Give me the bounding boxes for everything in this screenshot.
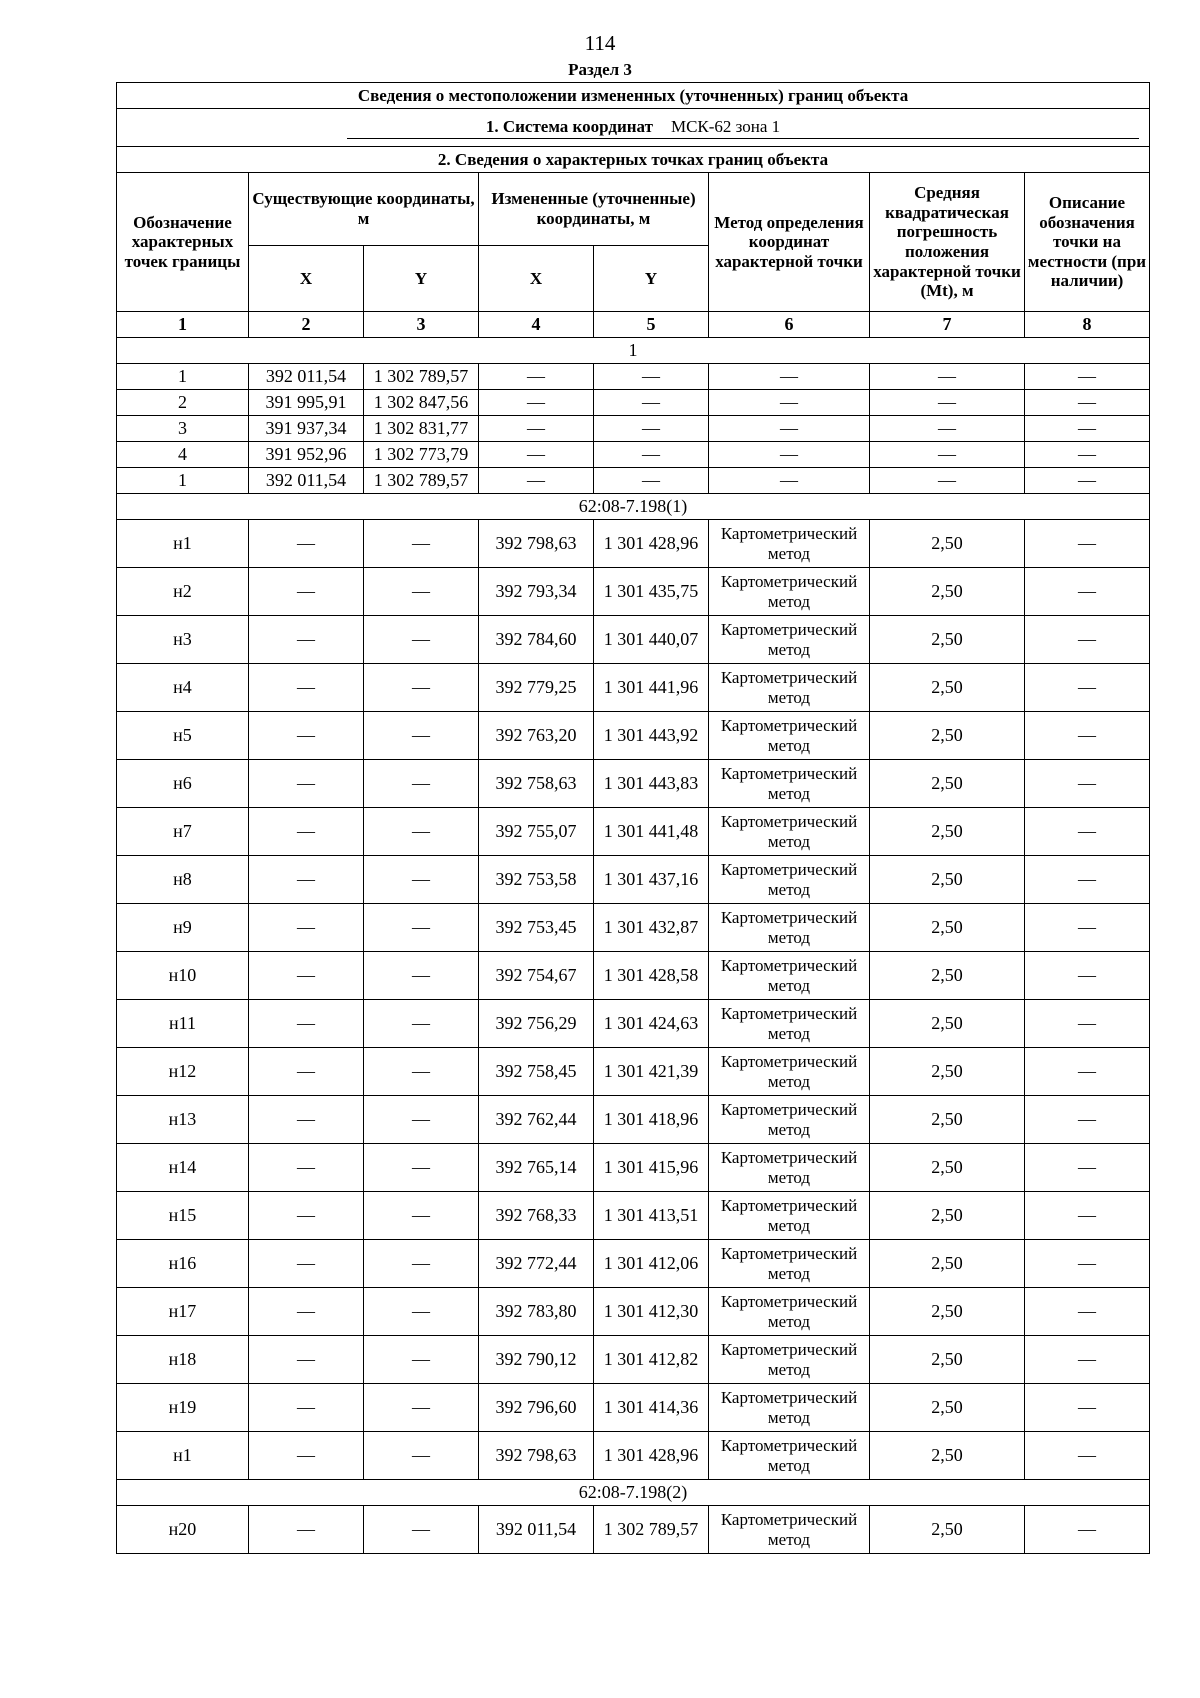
existing-x-cell: — xyxy=(249,1384,364,1432)
method-cell: — xyxy=(709,364,870,390)
accuracy-cell: 2,50 xyxy=(870,568,1025,616)
description-cell: — xyxy=(1025,1384,1150,1432)
changed-y-cell: 1 301 412,30 xyxy=(594,1288,709,1336)
existing-y-cell: — xyxy=(364,1192,479,1240)
changed-x-cell: 392 763,20 xyxy=(479,712,594,760)
point-id-cell: н19 xyxy=(117,1384,249,1432)
existing-y-cell: — xyxy=(364,1288,479,1336)
table-row xyxy=(117,1048,1150,1096)
accuracy-cell: 2,50 xyxy=(870,760,1025,808)
accuracy-cell: 2,50 xyxy=(870,904,1025,952)
point-id-cell: н20 xyxy=(117,1506,249,1554)
table-row xyxy=(117,712,1150,760)
table-row xyxy=(117,568,1150,616)
existing-x-cell: — xyxy=(249,1192,364,1240)
existing-x-cell: — xyxy=(249,1000,364,1048)
existing-x-cell: — xyxy=(249,1240,364,1288)
description-cell: — xyxy=(1025,904,1150,952)
method-cell: — xyxy=(709,416,870,442)
changed-x-cell: 392 753,58 xyxy=(479,856,594,904)
accuracy-cell: 2,50 xyxy=(870,616,1025,664)
existing-x-cell: — xyxy=(249,904,364,952)
coord-system-label: 1. Система координат xyxy=(485,117,653,137)
coord-system-value: МСК-62 зона 1 xyxy=(670,117,781,137)
accuracy-cell: 2,50 xyxy=(870,1336,1025,1384)
existing-y-cell: — xyxy=(364,1096,479,1144)
accuracy-cell: 2,50 xyxy=(870,856,1025,904)
existing-y-cell: — xyxy=(364,1336,479,1384)
description-cell: — xyxy=(1025,468,1150,494)
existing-x-cell: 392 011,54 xyxy=(249,468,364,494)
column-number: 2 xyxy=(249,312,364,338)
header-existing-y: Y xyxy=(364,246,479,312)
method-cell: Картометрический метод xyxy=(709,1432,870,1480)
table-row xyxy=(117,390,1150,416)
accuracy-cell: 2,50 xyxy=(870,1432,1025,1480)
changed-x-cell: 392 798,63 xyxy=(479,520,594,568)
existing-x-cell: — xyxy=(249,1048,364,1096)
existing-x-cell: — xyxy=(249,1432,364,1480)
method-cell: Картометрический метод xyxy=(709,1336,870,1384)
table-row xyxy=(117,1096,1150,1144)
changed-y-cell: 1 301 443,83 xyxy=(594,760,709,808)
group-header-row xyxy=(117,338,1150,364)
existing-y-cell: — xyxy=(364,904,479,952)
changed-x-cell: 392 768,33 xyxy=(479,1192,594,1240)
point-id-cell: н18 xyxy=(117,1336,249,1384)
header-point-designation: Обозначение характерных точек границы xyxy=(117,173,249,312)
method-cell: Картометрический метод xyxy=(709,1096,870,1144)
existing-x-cell: — xyxy=(249,1288,364,1336)
header-description: Описание обозначения точки на местности (при наличии) xyxy=(1025,173,1150,312)
existing-x-cell: — xyxy=(249,664,364,712)
existing-x-cell: — xyxy=(249,1144,364,1192)
method-cell: Картометрический метод xyxy=(709,520,870,568)
changed-y-cell: 1 301 428,96 xyxy=(594,520,709,568)
column-number: 7 xyxy=(870,312,1025,338)
column-number: 8 xyxy=(1025,312,1150,338)
header-method: Метод определения координат характерной точки xyxy=(709,173,870,312)
point-id-cell: н4 xyxy=(117,664,249,712)
accuracy-cell: 2,50 xyxy=(870,1506,1025,1554)
method-cell: Картометрический метод xyxy=(709,1288,870,1336)
column-number: 6 xyxy=(709,312,870,338)
point-id-cell: н6 xyxy=(117,760,249,808)
existing-y-cell: 1 302 773,79 xyxy=(364,442,479,468)
group-label: 62:08-7.198(1) xyxy=(117,494,1150,520)
point-id-cell: 2 xyxy=(117,390,249,416)
description-cell: — xyxy=(1025,520,1150,568)
description-cell: — xyxy=(1025,1432,1150,1480)
method-cell: Картометрический метод xyxy=(709,904,870,952)
point-id-cell: 1 xyxy=(117,468,249,494)
accuracy-cell: 2,50 xyxy=(870,712,1025,760)
changed-x-cell: 392 790,12 xyxy=(479,1336,594,1384)
existing-y-cell: 1 302 789,57 xyxy=(364,468,479,494)
accuracy-cell: 2,50 xyxy=(870,1240,1025,1288)
existing-y-cell: — xyxy=(364,760,479,808)
table-row xyxy=(117,1288,1150,1336)
changed-x-cell: 392 765,14 xyxy=(479,1144,594,1192)
changed-y-cell: 1 301 413,51 xyxy=(594,1192,709,1240)
existing-y-cell: — xyxy=(364,1144,479,1192)
point-id-cell: н14 xyxy=(117,1144,249,1192)
changed-x-cell: 392 755,07 xyxy=(479,808,594,856)
accuracy-cell: 2,50 xyxy=(870,1384,1025,1432)
changed-y-cell: 1 301 424,63 xyxy=(594,1000,709,1048)
changed-y-cell: 1 301 440,07 xyxy=(594,616,709,664)
header-changed-x: X xyxy=(479,246,594,312)
changed-x-cell: 392 754,67 xyxy=(479,952,594,1000)
existing-y-cell: — xyxy=(364,1048,479,1096)
header-changed-y: Y xyxy=(594,246,709,312)
method-cell: Картометрический метод xyxy=(709,1192,870,1240)
method-cell: Картометрический метод xyxy=(709,568,870,616)
points-title: 2. Сведения о характерных точках границ объекта xyxy=(117,147,1150,173)
existing-y-cell: — xyxy=(364,1506,479,1554)
method-cell: Картометрический метод xyxy=(709,712,870,760)
point-id-cell: н10 xyxy=(117,952,249,1000)
changed-y-cell: 1 301 428,96 xyxy=(594,1432,709,1480)
existing-y-cell: — xyxy=(364,952,479,1000)
group-label: 1 xyxy=(117,338,1150,364)
changed-y-cell: 1 302 789,57 xyxy=(594,1506,709,1554)
changed-y-cell: 1 301 441,96 xyxy=(594,664,709,712)
point-id-cell: н13 xyxy=(117,1096,249,1144)
existing-y-cell: — xyxy=(364,856,479,904)
changed-y-cell: 1 301 437,16 xyxy=(594,856,709,904)
accuracy-cell: — xyxy=(870,468,1025,494)
column-number: 4 xyxy=(479,312,594,338)
changed-x-cell: 392 011,54 xyxy=(479,1506,594,1554)
existing-x-cell: — xyxy=(249,568,364,616)
column-number: 3 xyxy=(364,312,479,338)
description-cell: — xyxy=(1025,664,1150,712)
changed-y-cell: 1 301 428,58 xyxy=(594,952,709,1000)
changed-y-cell: — xyxy=(594,390,709,416)
changed-y-cell: 1 301 418,96 xyxy=(594,1096,709,1144)
existing-y-cell: — xyxy=(364,664,479,712)
point-id-cell: н1 xyxy=(117,520,249,568)
changed-x-cell: — xyxy=(479,390,594,416)
method-cell: Картометрический метод xyxy=(709,1000,870,1048)
changed-y-cell: 1 301 412,06 xyxy=(594,1240,709,1288)
description-cell: — xyxy=(1025,568,1150,616)
accuracy-cell: 2,50 xyxy=(870,1192,1025,1240)
changed-y-cell: 1 301 415,96 xyxy=(594,1144,709,1192)
column-number-row xyxy=(117,312,1150,338)
changed-x-cell: 392 798,63 xyxy=(479,1432,594,1480)
changed-x-cell: — xyxy=(479,416,594,442)
method-cell: Картометрический метод xyxy=(709,760,870,808)
existing-x-cell: 391 995,91 xyxy=(249,390,364,416)
point-id-cell: н1 xyxy=(117,1432,249,1480)
existing-y-cell: — xyxy=(364,1240,479,1288)
changed-x-cell: 392 793,34 xyxy=(479,568,594,616)
changed-y-cell: — xyxy=(594,416,709,442)
changed-x-cell: 392 796,60 xyxy=(479,1384,594,1432)
description-cell: — xyxy=(1025,760,1150,808)
table-row xyxy=(117,1144,1150,1192)
section-title: Раздел 3 xyxy=(568,60,632,79)
point-id-cell: н12 xyxy=(117,1048,249,1096)
column-number: 1 xyxy=(117,312,249,338)
table-row xyxy=(117,364,1150,390)
method-cell: Картометрический метод xyxy=(709,1384,870,1432)
existing-x-cell: — xyxy=(249,1096,364,1144)
changed-y-cell: — xyxy=(594,468,709,494)
accuracy-cell: 2,50 xyxy=(870,952,1025,1000)
accuracy-cell: 2,50 xyxy=(870,1096,1025,1144)
changed-x-cell: 392 772,44 xyxy=(479,1240,594,1288)
changed-y-cell: 1 301 414,36 xyxy=(594,1384,709,1432)
page-number: 114 xyxy=(584,31,616,55)
table-row xyxy=(117,1384,1150,1432)
table-title: Сведения о местоположении измененных (уточненных) границ объекта xyxy=(117,83,1150,109)
existing-x-cell: 392 011,54 xyxy=(249,364,364,390)
description-cell: — xyxy=(1025,364,1150,390)
table-row xyxy=(117,1432,1150,1480)
accuracy-cell: 2,50 xyxy=(870,520,1025,568)
existing-y-cell: — xyxy=(364,1384,479,1432)
changed-x-cell: 392 753,45 xyxy=(479,904,594,952)
description-cell: — xyxy=(1025,1048,1150,1096)
coord-system-row xyxy=(117,109,1150,147)
description-cell: — xyxy=(1025,1288,1150,1336)
column-number: 5 xyxy=(594,312,709,338)
table-row xyxy=(117,1240,1150,1288)
point-id-cell: 3 xyxy=(117,416,249,442)
accuracy-cell: — xyxy=(870,416,1025,442)
changed-y-cell: 1 301 443,92 xyxy=(594,712,709,760)
header-existing-x: X xyxy=(249,246,364,312)
existing-x-cell: 391 952,96 xyxy=(249,442,364,468)
changed-x-cell: — xyxy=(479,442,594,468)
existing-y-cell: — xyxy=(364,808,479,856)
table-row xyxy=(117,1336,1150,1384)
existing-y-cell: — xyxy=(364,712,479,760)
table-row xyxy=(117,1192,1150,1240)
method-cell: — xyxy=(709,442,870,468)
existing-y-cell: — xyxy=(364,520,479,568)
description-cell: — xyxy=(1025,808,1150,856)
method-cell: Картометрический метод xyxy=(709,952,870,1000)
description-cell: — xyxy=(1025,1336,1150,1384)
accuracy-cell: 2,50 xyxy=(870,1144,1025,1192)
table-row xyxy=(117,904,1150,952)
method-cell: Картометрический метод xyxy=(709,1240,870,1288)
existing-y-cell: — xyxy=(364,568,479,616)
existing-x-cell: — xyxy=(249,712,364,760)
method-cell: Картометрический метод xyxy=(709,1506,870,1554)
changed-y-cell: 1 301 441,48 xyxy=(594,808,709,856)
description-cell: — xyxy=(1025,1096,1150,1144)
changed-x-cell: 392 758,45 xyxy=(479,1048,594,1096)
table-row xyxy=(117,1506,1150,1554)
table-row xyxy=(117,442,1150,468)
method-cell: Картометрический метод xyxy=(709,1144,870,1192)
accuracy-cell: 2,50 xyxy=(870,1048,1025,1096)
table-row xyxy=(117,1000,1150,1048)
existing-x-cell: — xyxy=(249,856,364,904)
existing-y-cell: — xyxy=(364,616,479,664)
accuracy-cell: — xyxy=(870,364,1025,390)
method-cell: — xyxy=(709,468,870,494)
point-id-cell: н15 xyxy=(117,1192,249,1240)
description-cell: — xyxy=(1025,1506,1150,1554)
existing-y-cell: 1 302 789,57 xyxy=(364,364,479,390)
changed-x-cell: — xyxy=(479,468,594,494)
header-accuracy: Средняя квадратическая погрешность положения характерной точки (Mt), м xyxy=(870,173,1025,312)
point-id-cell: 1 xyxy=(117,364,249,390)
existing-x-cell: — xyxy=(249,1336,364,1384)
changed-x-cell: 392 784,60 xyxy=(479,616,594,664)
group-header-row xyxy=(117,494,1150,520)
existing-x-cell: — xyxy=(249,1506,364,1554)
accuracy-cell: — xyxy=(870,390,1025,416)
method-cell: — xyxy=(709,390,870,416)
method-cell: Картометрический метод xyxy=(709,1048,870,1096)
description-cell: — xyxy=(1025,712,1150,760)
table-row xyxy=(117,416,1150,442)
description-cell: — xyxy=(1025,616,1150,664)
changed-x-cell: 392 783,80 xyxy=(479,1288,594,1336)
method-cell: Картометрический метод xyxy=(709,616,870,664)
table-row xyxy=(117,808,1150,856)
table-row xyxy=(117,664,1150,712)
changed-y-cell: 1 301 435,75 xyxy=(594,568,709,616)
point-id-cell: н11 xyxy=(117,1000,249,1048)
changed-x-cell: 392 762,44 xyxy=(479,1096,594,1144)
existing-x-cell: — xyxy=(249,952,364,1000)
table-row xyxy=(117,520,1150,568)
description-cell: — xyxy=(1025,390,1150,416)
existing-x-cell: 391 937,34 xyxy=(249,416,364,442)
header-existing-coords: Существующие координаты, м xyxy=(249,173,479,246)
boundary-points-table xyxy=(116,82,1150,1554)
changed-x-cell: 392 779,25 xyxy=(479,664,594,712)
group-label: 62:08-7.198(2) xyxy=(117,1480,1150,1506)
accuracy-cell: 2,50 xyxy=(870,808,1025,856)
table-row xyxy=(117,468,1150,494)
method-cell: Картометрический метод xyxy=(709,856,870,904)
table-row xyxy=(117,856,1150,904)
description-cell: — xyxy=(1025,1000,1150,1048)
coord-underline xyxy=(347,137,1139,139)
point-id-cell: 4 xyxy=(117,442,249,468)
existing-y-cell: 1 302 831,77 xyxy=(364,416,479,442)
table-row xyxy=(117,760,1150,808)
changed-x-cell: 392 756,29 xyxy=(479,1000,594,1048)
description-cell: — xyxy=(1025,1144,1150,1192)
existing-x-cell: — xyxy=(249,808,364,856)
accuracy-cell: 2,50 xyxy=(870,1288,1025,1336)
point-id-cell: н16 xyxy=(117,1240,249,1288)
description-cell: — xyxy=(1025,1240,1150,1288)
point-id-cell: н5 xyxy=(117,712,249,760)
changed-x-cell: 392 758,63 xyxy=(479,760,594,808)
existing-y-cell: — xyxy=(364,1000,479,1048)
point-id-cell: н3 xyxy=(117,616,249,664)
method-cell: Картометрический метод xyxy=(709,664,870,712)
existing-x-cell: — xyxy=(249,616,364,664)
description-cell: — xyxy=(1025,442,1150,468)
point-id-cell: н9 xyxy=(117,904,249,952)
description-cell: — xyxy=(1025,952,1150,1000)
group-header-row xyxy=(117,1480,1150,1506)
existing-x-cell: — xyxy=(249,760,364,808)
description-cell: — xyxy=(1025,416,1150,442)
changed-y-cell: — xyxy=(594,442,709,468)
point-id-cell: н8 xyxy=(117,856,249,904)
table-row xyxy=(117,952,1150,1000)
changed-x-cell: — xyxy=(479,364,594,390)
changed-y-cell: — xyxy=(594,364,709,390)
existing-y-cell: — xyxy=(364,1432,479,1480)
description-cell: — xyxy=(1025,1192,1150,1240)
description-cell: — xyxy=(1025,856,1150,904)
existing-x-cell: — xyxy=(249,520,364,568)
point-id-cell: н7 xyxy=(117,808,249,856)
header-changed-coords: Измененные (уточненные) координаты, м xyxy=(479,173,709,246)
point-id-cell: н17 xyxy=(117,1288,249,1336)
accuracy-cell: — xyxy=(870,442,1025,468)
method-cell: Картометрический метод xyxy=(709,808,870,856)
changed-y-cell: 1 301 421,39 xyxy=(594,1048,709,1096)
changed-y-cell: 1 301 432,87 xyxy=(594,904,709,952)
table-row xyxy=(117,616,1150,664)
existing-y-cell: 1 302 847,56 xyxy=(364,390,479,416)
accuracy-cell: 2,50 xyxy=(870,1000,1025,1048)
point-id-cell: н2 xyxy=(117,568,249,616)
accuracy-cell: 2,50 xyxy=(870,664,1025,712)
changed-y-cell: 1 301 412,82 xyxy=(594,1336,709,1384)
